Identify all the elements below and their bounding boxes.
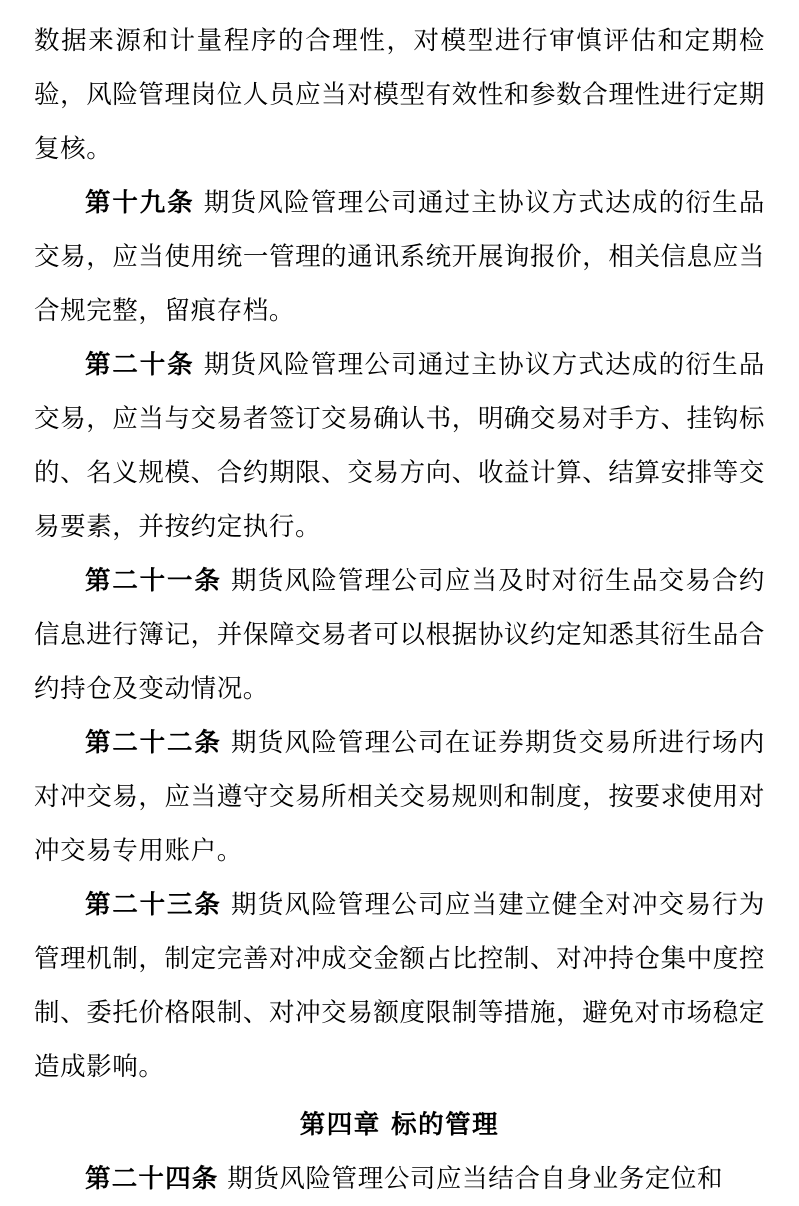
paragraph-text: 期货风险管理公司应当及时对衍生品交易合约信息进行簿记，并保障交易者可以根据协议约定知悉其衍生品合约持仓及变动情况。 — [34, 566, 765, 704]
paragraph-text: 期货风险管理公司应当结合自身业务定位和 — [227, 1164, 724, 1194]
paragraph-text: 数据来源和计量程序的合理性，对模型进行审慎评估和定期检验，风险管理岗位人员应当对模型有效性和参数合理性进行定期复核。 — [34, 26, 765, 164]
article-label: 第十九条 — [85, 188, 195, 218]
paragraph-text: 期货风险管理公司在证券期货交易所进行场内对冲交易，应当遵守交易所相关交易规则和制度，按要求使用对冲交易专用账户。 — [34, 728, 765, 866]
article-19 — [34, 176, 765, 338]
article-21 — [34, 554, 765, 716]
article-24 — [34, 1152, 765, 1206]
article-label: 第二十一条 — [85, 566, 222, 596]
chapter-heading: 第四章 标的管理 — [299, 1110, 500, 1140]
paragraph-text: 期货风险管理公司应当建立健全对冲交易行为管理机制，制定完善对冲成交金额占比控制、对冲持仓集中度控制、委托价格限制、对冲交易额度限制等措施，避免对市场稳定造成影响。 — [34, 890, 765, 1082]
article-22 — [34, 716, 765, 878]
article-20 — [34, 338, 765, 554]
paragraph-text: 期货风险管理公司通过主协议方式达成的衍生品交易，应当使用统一管理的通讯系统开展询报价，相关信息应当合规完整，留痕存档。 — [34, 188, 765, 326]
article-label: 第二十四条 — [85, 1164, 219, 1194]
paragraph-continuation — [34, 14, 765, 176]
article-label: 第二十三条 — [85, 890, 222, 920]
article-label: 第二十条 — [85, 350, 195, 380]
article-23 — [34, 878, 765, 1094]
article-label: 第二十二条 — [85, 728, 222, 758]
paragraph-text: 期货风险管理公司通过主协议方式达成的衍生品交易，应当与交易者签订交易确认书，明确交易对手方、挂钩标的、名义规模、合约期限、交易方向、收益计算、结算安排等交易要素，并按约定执行。 — [34, 350, 765, 542]
